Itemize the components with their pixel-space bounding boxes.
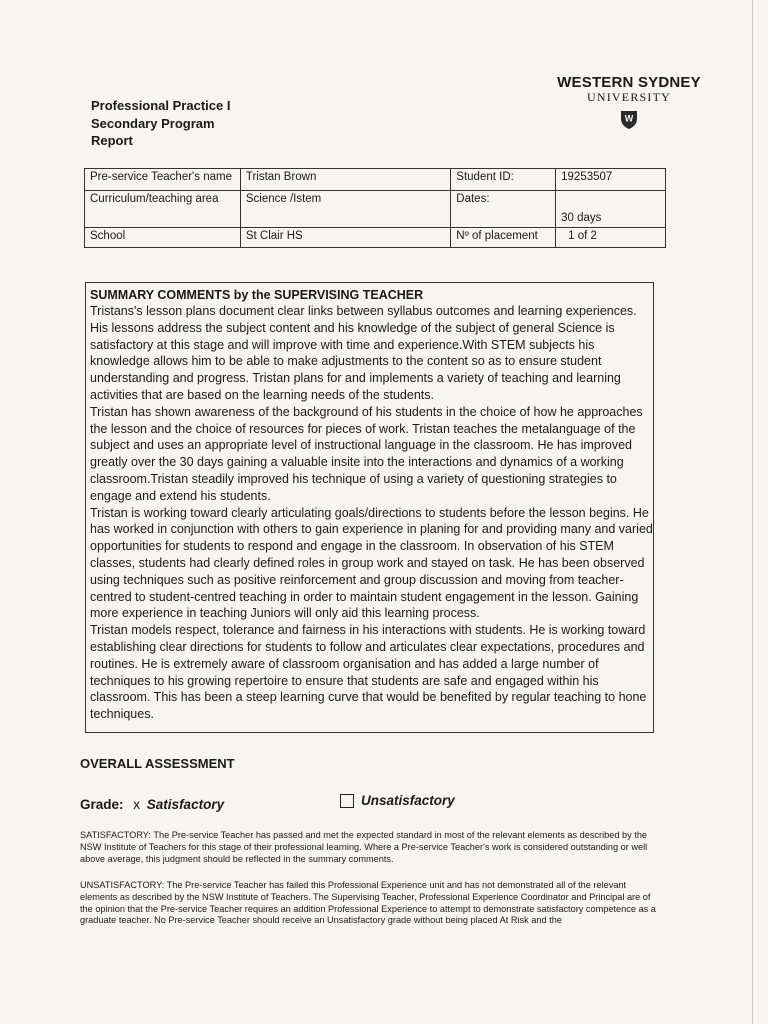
title-line-1: Professional Practice I bbox=[91, 98, 231, 113]
dates-value-text: 30 days bbox=[561, 212, 602, 224]
logo-line-1: WESTERN SYDNEY bbox=[557, 74, 701, 91]
table-row bbox=[85, 228, 666, 248]
summary-paragraph: Tristan models respect, tolerance and fairness in his interactions with students. He is working toward establishing clear directions for students to follow and articulates clear expectations, procedures and routines. He is extremely aware of classroom organisation and has added a large number of techniques to his growing repertoire to ensure that students are safe and engaged within his classroom. This has been a steep learning curve that would be benefited by regular teaching to hone techniques. bbox=[90, 623, 647, 722]
student-info-table bbox=[84, 168, 666, 248]
satisfactory-option: Satisfactory bbox=[146, 797, 225, 812]
summary-paragraph: Tristan has shown awareness of the background of his students in the choice of how he approaches the lesson and the choice of resources for pieces of work. Tristan teaches the metalanguage of the subject and uses an appropriate level of instructional language in the classroom. He has improved greatly over the 30 days gaining a valuable insite into the interactions and dynamics of a working classroom.Tristan steadily improved his technique of using a variety of questioning strategies to engage and extend his students. bbox=[90, 404, 643, 503]
school-value: St Clair HS bbox=[240, 228, 450, 248]
student-id-value: 19253507 bbox=[556, 169, 666, 191]
report-title bbox=[91, 97, 230, 150]
page-edge bbox=[752, 0, 753, 1024]
student-id-label: Student ID: bbox=[451, 169, 556, 191]
placement-label: Nº of placement bbox=[451, 228, 556, 248]
satisfactory-definition: SATISFACTORY: The Pre-service Teacher has passed and met the expected standard in most of the relevant elements as described by the NSW Institute of Teachers for this stage of their professional learning. Where a Pre-service Teacher's work is considered outstanding or well above average, this judgment should be reflected in the summary comments. bbox=[80, 830, 648, 864]
school-label: School bbox=[85, 228, 241, 248]
name-value: Tristan Brown bbox=[240, 169, 450, 191]
grade-satisfactory bbox=[80, 797, 224, 812]
title-line-3: Report bbox=[91, 133, 133, 148]
area-value: Science /Istem bbox=[240, 191, 450, 228]
shield-icon bbox=[556, 110, 702, 135]
dates-label: Dates: bbox=[451, 191, 556, 228]
selected-mark: x bbox=[133, 797, 141, 812]
table-row bbox=[85, 191, 666, 228]
overall-assessment-heading: OVERALL ASSESSMENT bbox=[80, 756, 235, 771]
grade-unsatisfactory bbox=[340, 793, 455, 808]
summary-body bbox=[90, 303, 653, 723]
dates-value bbox=[556, 191, 666, 228]
unsatisfactory-definition: UNSATISFACTORY: The Pre-service Teacher has failed this Professional Experience unit and has not demonstrated all of the relevant elements as described by the NSW Institute of Teachers. The Supervising Teacher, Professional Experience Coordinator and Principal are of the opinion that the Pre-service Teacher requires an addition Professional Experience to attempt to demonstrate satisfactory competence as a graduate teacher. No Pre-service Teacher should receive an Unsatisfactory grade without being placed At Risk and the bbox=[80, 880, 656, 926]
summary-paragraph: Tristan is working toward clearly articulating goals/directions to students before the lesson begins. He has worked in conjunction with others to gain experience in planing for and providing many and varied opportunities for students to respond and engage in the classroom. In observation of his STEM classes, students had clearly defined roles in group work and stayed on task. He has been observed using techniques such as positive reinforcement and group discussion and moving from teacher-centred to student-centred teaching in order to maintain student engagement in the lesson. Gaining more experience in teaching Juniors will only aid this learning process. bbox=[90, 505, 653, 621]
table-row bbox=[85, 169, 666, 191]
area-label: Curriculum/teaching area bbox=[85, 191, 241, 228]
grade-label: Grade: bbox=[80, 797, 124, 812]
unsatisfactory-option: Unsatisfactory bbox=[361, 793, 455, 808]
summary-heading: SUMMARY COMMENTS by the SUPERVISING TEACHER bbox=[90, 288, 424, 302]
placement-value: 1 of 2 bbox=[556, 228, 666, 248]
svg-text:W: W bbox=[624, 113, 634, 124]
university-logo bbox=[556, 75, 702, 135]
summary-paragraph: Tristans's lesson plans document clear links between syllabus outcomes and learning experiences. His lessons address the subject content and his knowledge of the subject of general Science is satisfactory at this stage and will improve with time and experience.With STEM subjects his knowledge allows him to be able to make adjustments to the content so as to ensure student understanding and progress. Tristan plans for and implements a variety of teaching and learning activities that are based on the learning needs of the students. bbox=[90, 304, 637, 402]
unsatisfactory-checkbox[interactable] bbox=[340, 794, 354, 808]
title-line-2: Secondary Program bbox=[91, 115, 215, 131]
logo-line-2: UNIVERSITY bbox=[587, 90, 671, 104]
summary-comments-box bbox=[85, 282, 654, 733]
name-label: Pre-service Teacher's name bbox=[85, 169, 241, 191]
